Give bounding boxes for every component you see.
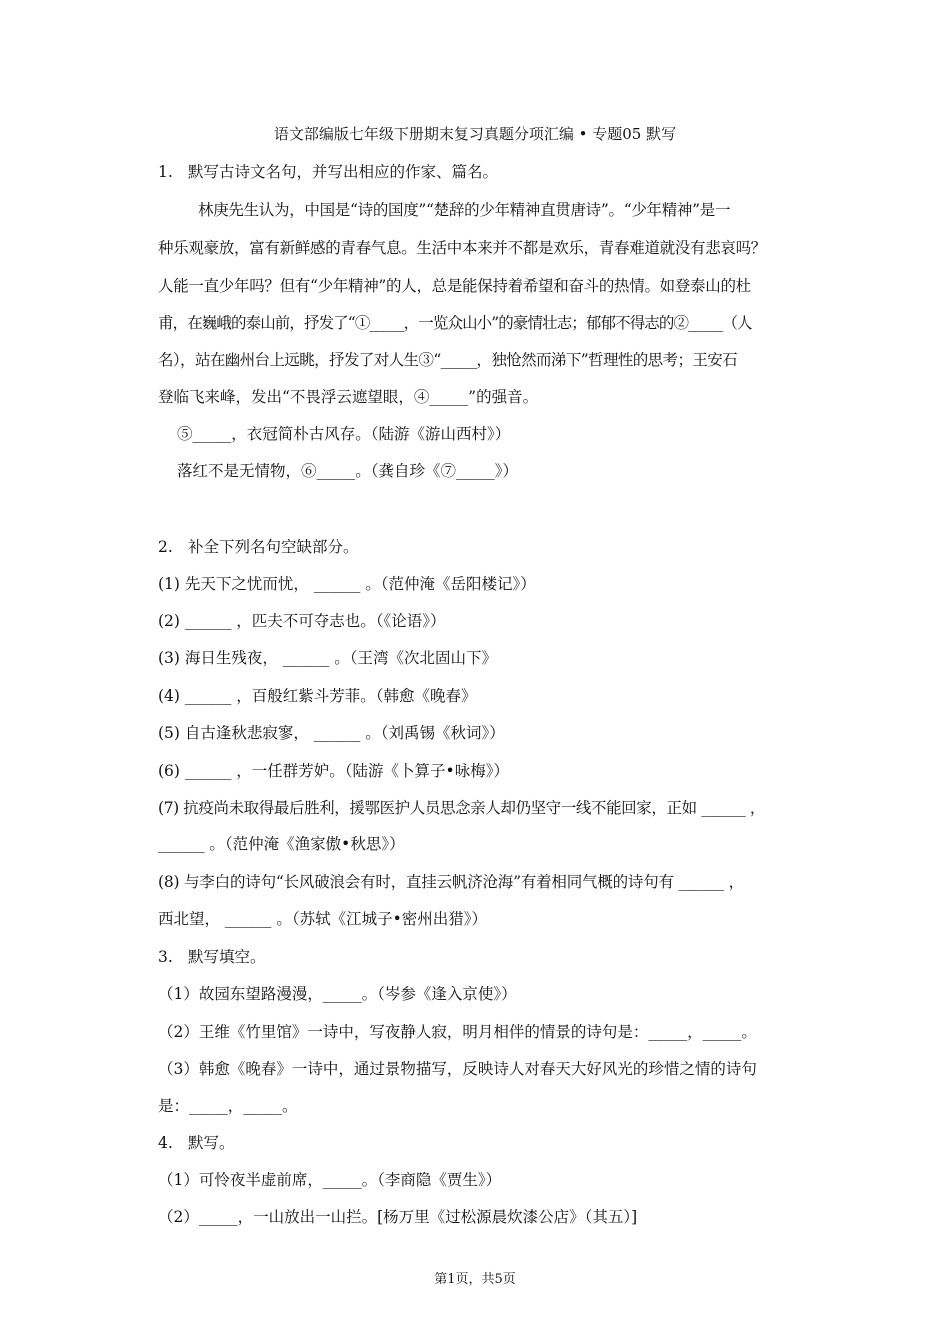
list-item: （1）故园东望路漫漫，_____。（岑参《逢入京使》） bbox=[158, 985, 517, 1003]
paragraph-line: 人能一直少年吗？但有“少年精神”的人，总是能保持着希望和奋斗的热情。如登泰山的杜 bbox=[158, 277, 751, 295]
question-stem: 默写古诗文名句，并写出相应的作家、篇名。 bbox=[188, 163, 499, 181]
list-item: （2）_____，一山放出一山拦。[杨万里《过松源晨炊漆公店》（其五）] bbox=[158, 1208, 638, 1226]
list-item: (4) ______ ，百般红紫斗芳菲。（韩愈《晚春》 bbox=[158, 687, 477, 705]
question-1-heading bbox=[158, 162, 498, 182]
question-stem: 补全下列名句空缺部分。 bbox=[188, 538, 359, 556]
fill-blank-line: ⑤_____，衣冠简朴古风存。（陆游《游山西村》） bbox=[177, 425, 511, 443]
list-item: (6) ______ ，一任群芳妒。（陆游《卜算子•咏梅》） bbox=[158, 762, 509, 780]
question-stem: 默写。 bbox=[188, 1134, 235, 1152]
question-number: 4. bbox=[158, 1134, 173, 1152]
question-number: 1. bbox=[158, 163, 173, 181]
paragraph-line: 登临飞来峰，发出“不畏浮云遮望眼，④_____”的强音。 bbox=[158, 388, 539, 406]
list-item: (7) 抗疫尚未取得最后胜利，援鄂医护人员思念亲人却仍坚守一线不能回家，正如 ______ ， bbox=[158, 799, 765, 817]
question-number: 2. bbox=[158, 538, 173, 556]
list-item-continuation: 西北望， ______ 。（苏轼《江城子•密州出猎》） bbox=[158, 910, 487, 928]
paragraph-line: 甫，在巍峨的泰山前，抒发了“①_____，一览众山小”的豪情壮志；郁郁不得志的②_____（人 bbox=[158, 314, 752, 332]
question-3-heading bbox=[158, 947, 266, 967]
list-item: (2) ______ ，匹夫不可夺志也。（《论语》） bbox=[158, 612, 446, 630]
list-item: (1) 先天下之忧而忧， ______ 。（范仲淹《岳阳楼记》） bbox=[158, 575, 536, 593]
fill-blank-line: 落红不是无情物，⑥_____。（龚自珍《⑦_____》） bbox=[177, 462, 519, 480]
list-item: （3）韩愈《晚春》一诗中，通过景物描写，反映诗人对春天大好风光的珍惜之情的诗句 bbox=[158, 1060, 757, 1078]
list-item-continuation: 是：_____，_____。 bbox=[158, 1097, 298, 1115]
question-number: 3. bbox=[158, 948, 173, 966]
list-item: （2）王维《竹里馆》一诗中，写夜静人寂，明月相伴的情景的诗句是：_____，_____。 bbox=[158, 1023, 757, 1041]
list-item: （1）可怜夜半虚前席，_____。（李商隐《贾生》） bbox=[158, 1171, 502, 1189]
question-4-heading bbox=[158, 1133, 235, 1153]
paragraph-line: 名），站在幽州台上远眺，抒发了对人生③“_____，独怆然而涕下”哲理性的思考；王安石 bbox=[158, 351, 738, 369]
list-item-continuation: ______ 。（范仲淹《渔家傲•秋思》） bbox=[158, 835, 405, 853]
list-item: (5) 自古逢秋悲寂寥， ______ 。（刘禹锡《秋词》） bbox=[158, 724, 505, 742]
list-item: (8) 与李白的诗句“长风破浪会有时，直挂云帆济沧海”有着相同气概的诗句有 ______ ， bbox=[158, 873, 744, 891]
question-stem: 默写填空。 bbox=[188, 948, 266, 966]
list-item: (3) 海日生残夜， ______ 。（王湾《次北固山下》 bbox=[158, 649, 497, 667]
question-2-heading bbox=[158, 537, 359, 557]
document-title: 语文部编版七年级下册期末复习真题分项汇编 • 专题05 默写 bbox=[273, 125, 677, 143]
paragraph-line: 林庚先生认为，中国是“诗的国度”“楚辞的少年精神直贯唐诗”。“少年精神”是一 bbox=[198, 201, 731, 219]
page-footer: 第1页，共5页 bbox=[434, 1272, 516, 1287]
paragraph-line: 种乐观豪放，富有新鲜感的青春气息。生活中本来并不都是欢乐，青春难道就没有悲哀吗？ bbox=[158, 239, 767, 257]
